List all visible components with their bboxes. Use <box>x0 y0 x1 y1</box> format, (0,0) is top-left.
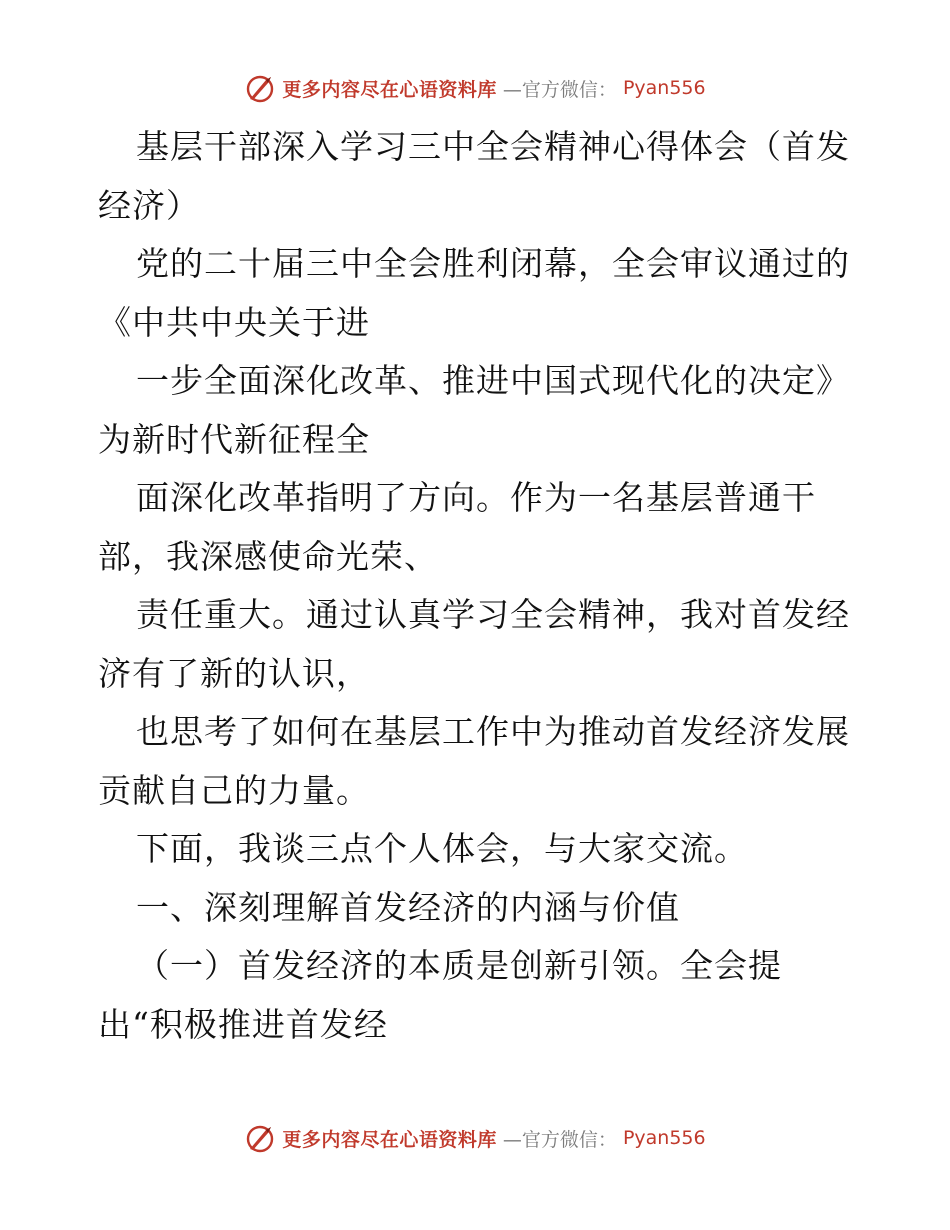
paragraph-line: 下面，我谈三点个人体会，与大家交流。 <box>136 829 748 868</box>
paragraph-line: 党的二十届三中全会胜利闭幕，全会审议通过的 <box>136 244 850 283</box>
footer-watermark-banner <box>0 1122 950 1154</box>
pen-logo-icon <box>244 1122 276 1154</box>
paragraph-line: 面深化改革指明了方向。作为一名基层普通干 <box>136 478 816 517</box>
document-title-line: 经济） <box>98 185 200 225</box>
paragraph-line: 出“积极推进首发经 <box>98 1004 388 1044</box>
pen-logo-icon <box>244 72 276 104</box>
paragraph-line: 部，我深感使命光荣、 <box>98 536 438 576</box>
subsection-heading-line: （一）首发经济的本质是创新引领。全会提 <box>136 946 782 985</box>
banner-brand-text: 更多内容尽在心语资料库 <box>282 1128 497 1151</box>
banner-wechat-label: —官方微信： <box>502 78 617 101</box>
header-watermark-banner <box>0 72 950 104</box>
banner-wechat-id: Pyan556 <box>622 77 706 99</box>
paragraph-line: 济有了新的认识， <box>98 653 370 693</box>
banner-wechat-label: —官方微信： <box>502 1128 617 1151</box>
paragraph-line: 贡献自己的力量。 <box>98 770 370 810</box>
paragraph-line: 《中共中央关于进 <box>98 302 370 342</box>
paragraph-line: 也思考了如何在基层工作中为推动首发经济发展 <box>136 712 850 751</box>
paragraph-line: 为新时代新征程全 <box>98 419 370 459</box>
document-title-line: 基层干部深入学习三中全会精神心得体会（首发 <box>136 127 850 166</box>
banner-wechat-id: Pyan556 <box>622 1127 706 1149</box>
document-body <box>98 118 858 1054</box>
section-heading: 一、深刻理解首发经济的内涵与价值 <box>136 887 680 927</box>
banner-brand-text: 更多内容尽在心语资料库 <box>282 78 497 101</box>
paragraph-line: 一步全面深化改革、推进中国式现代化的决定》 <box>136 361 850 400</box>
paragraph-line: 责任重大。通过认真学习全会精神，我对首发经 <box>136 595 850 634</box>
